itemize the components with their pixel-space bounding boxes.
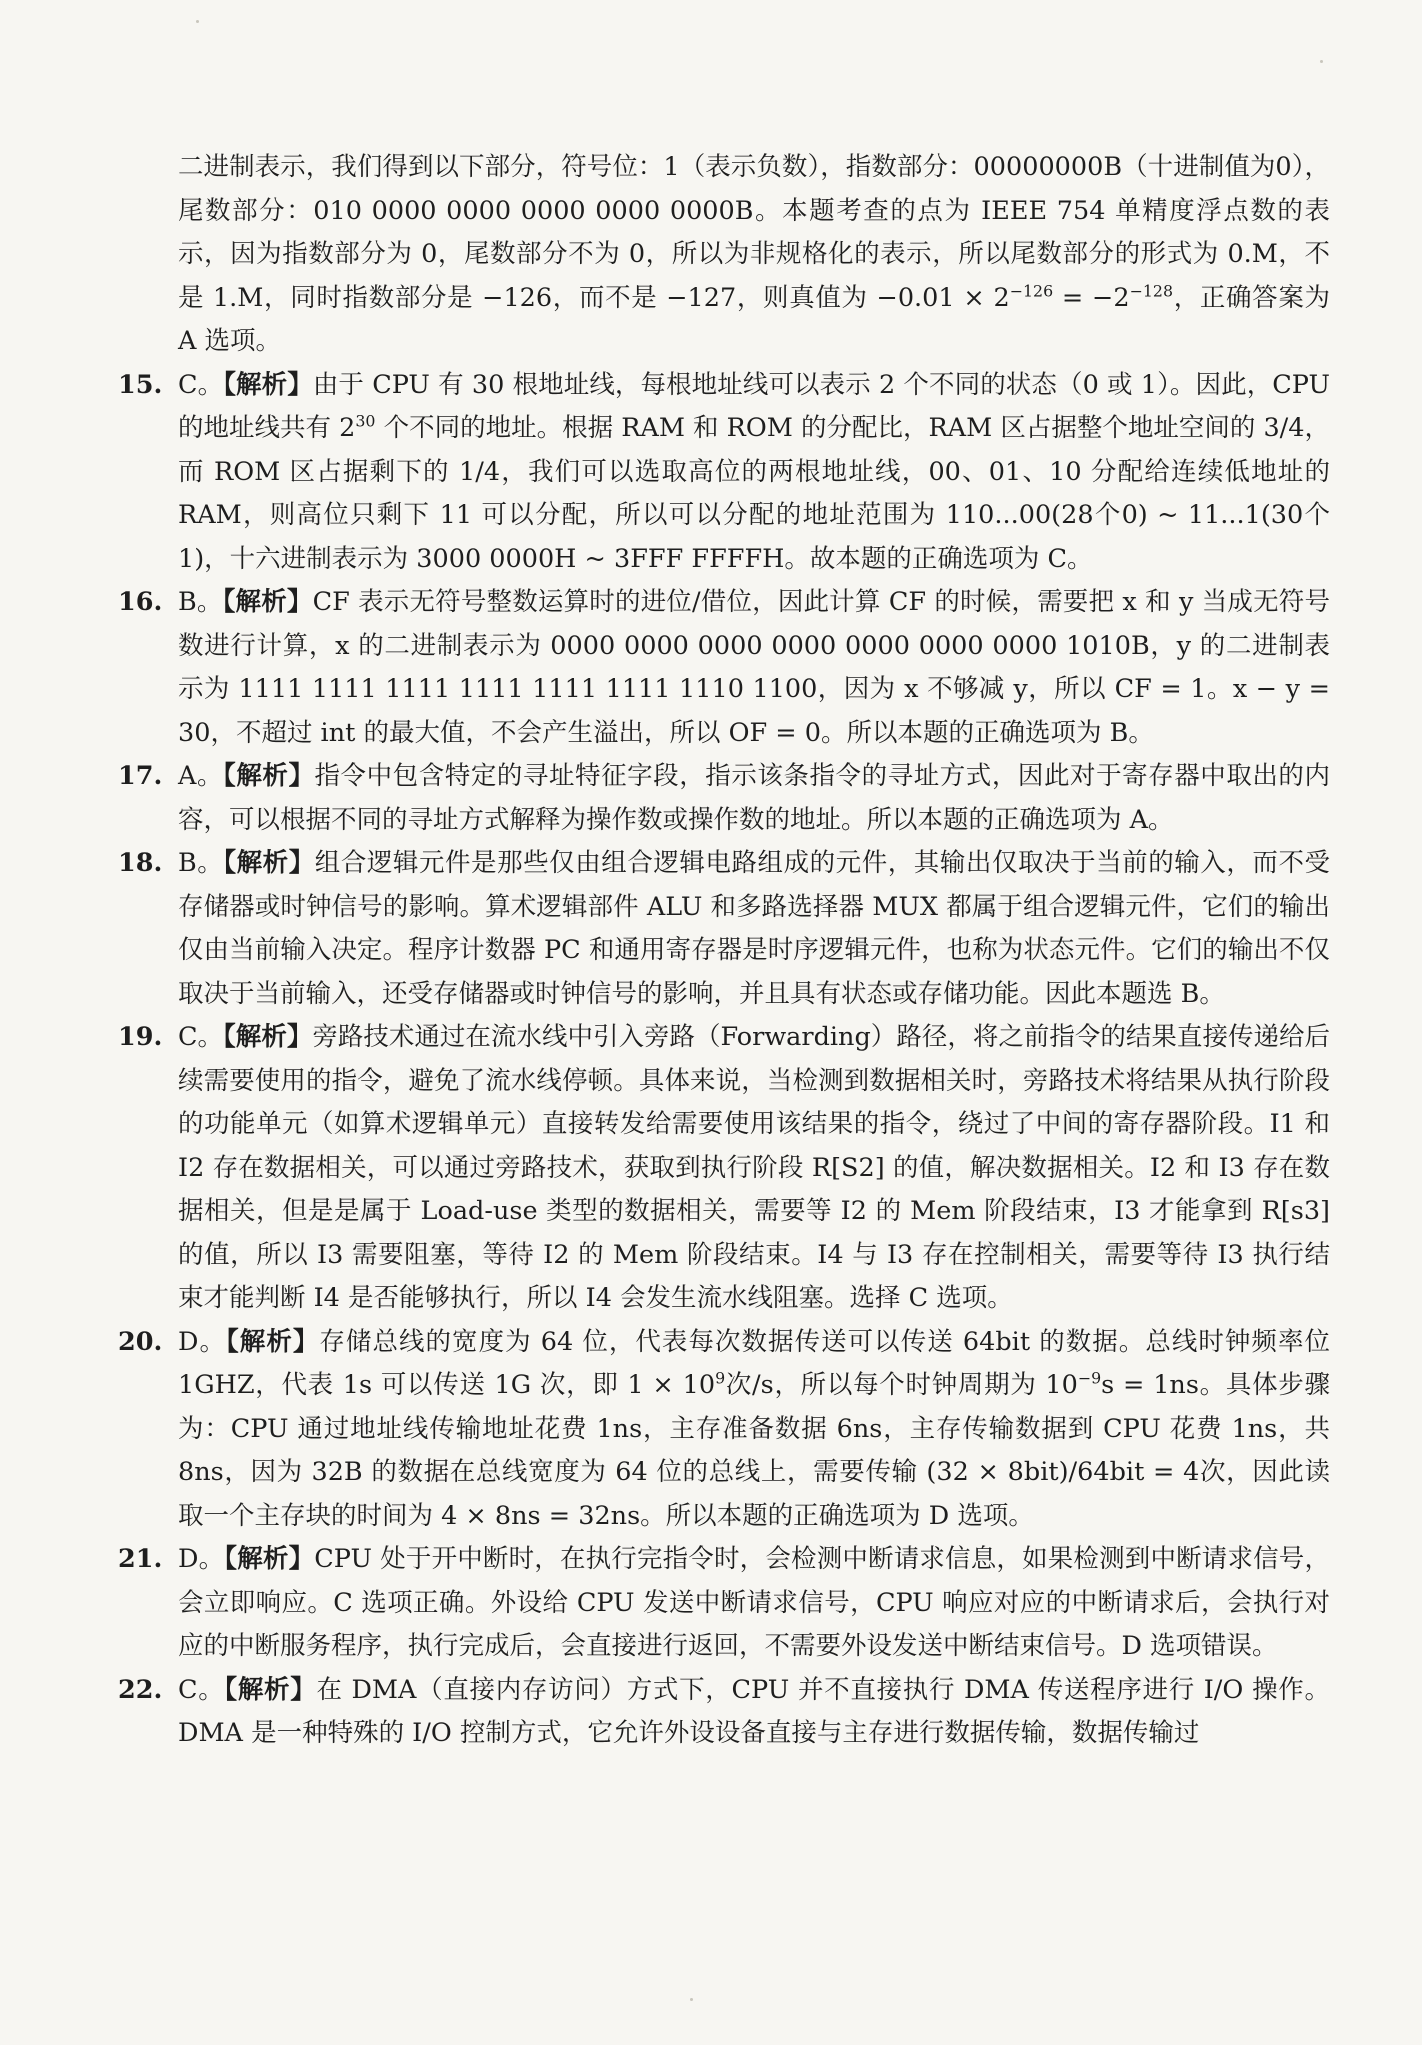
answer-letter: C。 — [178, 369, 224, 400]
answer-letter: A。 — [178, 761, 224, 791]
explanation-text: 组合逻辑元件是那些仅由组合逻辑电路组成的元件，其输出仅取决于当前的输入，而不受存储器或时钟信号的影响。算术逻辑部件 ALU 和多路选择器 MUX 都属于组合逻辑元件，它们的输出仅由当前输入决定。程序计数器 PC 和通用寄存器是时序逻辑元件，也称为状态元件。它们的输出不仅取决于当前输入，还受存储器或时钟信号的影响，并且具有状态或存储功能。因此本题选 B。 — [178, 848, 1330, 1009]
scan-speck — [196, 20, 199, 23]
answer-letter: C。 — [178, 1674, 225, 1705]
question-item-21 — [118, 1538, 1330, 1669]
explanation-text: 存储总线的宽度为 64 位，代表每次数据传送可以传送 64bit 的数据。总线时钟频率位 1GHZ，代表 1s 可以传送 1G 次，即 1 × 10 — [178, 1326, 1330, 1400]
answer-explanations — [118, 146, 1330, 1756]
explanation-text: CPU 处于开中断时，在执行完指令时，会检测中断请求信息，如果检测到中断请求信号，会立即响应。C 选项正确。外设给 CPU 发送中断请求信号，CPU 响应对应的中断请求后，会执行对应的中断服务程序，执行完成后，会直接进行返回，不需要外设发送中断结束信号。D 选项错误。 — [178, 1544, 1330, 1661]
question-number: 17. — [118, 761, 163, 791]
analysis-tag: 【解析】 — [222, 587, 313, 617]
analysis-tag: 【解析】 — [223, 761, 315, 791]
analysis-tag: 【解析】 — [223, 1022, 313, 1052]
explanation-text: 指令中包含特定的寻址特征字段，指示该条指令的寻址方式，因此对于寄存器中取出的内容，可以根据不同的寻址方式解释为操作数或操作数的地址。所以本题的正确选项为 A。 — [178, 761, 1330, 835]
continued-paragraph — [178, 146, 1330, 364]
intro-sup-b: −128 — [1129, 281, 1174, 300]
explanation-text: CF 表示无符号整数运算时的进位/借位，因此计算 CF 的时候，需要把 x 和 y 当成无符号数进行计算，x 的二进制表示为 0000 0000 0000 0000 0000 0000 0000 1010B，y 的二进制表示为 1111 1111 1111 1111 1111 1111 1110 1100，因为 x 不够减 y，所以 CF = 1。x − y = 30，不超过 int 的最大值，不会产生溢出，所以 OF = 0。所以本题的正确选项为 B。 — [178, 587, 1330, 748]
scan-speck — [690, 1998, 693, 2001]
intro-text-a: 二进制表示，我们得到以下部分，符号位：1（表示负数），指数部分：00000000B（十进制值为0），尾数部分：010 0000 0000 0000 0000 0000B。本题考查的点为 IEEE 754 单精度浮点数的表示，因为指数部分为 0，尾数部分不为 0，所以为非规格化的表示，所以尾数部分的形式为 0.M，不是 1.M，同时指数部分是 −126，而不是 −127，则真值为 −0.01 × 2 — [178, 152, 1330, 313]
question-number: 15. — [118, 369, 163, 400]
question-number: 19. — [118, 1022, 163, 1052]
intro-text-c: ，正确答案为 A 选项。 — [178, 282, 1330, 356]
intro-sup-a: −126 — [1009, 281, 1054, 300]
explanation-text-cont: 个不同的地址。根据 RAM 和 ROM 的分配比，RAM 区占据整个地址空间的 3/4，而 ROM 区占据剩下的 1/4，我们可以选取高位的两根地址线，00、01、10 分配给连续低地址的 RAM，则高位只剩下 11 可以分配，所以可以分配的地址范围为 110...00(28个0) ~ 11...1(30个1)，十六进制表示为 3000 0000H ~ 3FFF FFFFH。故本题的正确选项为 C。 — [178, 413, 1330, 574]
analysis-tag: 【解析】 — [223, 848, 315, 878]
question-number: 20. — [118, 1326, 163, 1357]
analysis-tag: 【解析】 — [223, 369, 313, 400]
analysis-tag: 【解析】 — [224, 1544, 315, 1574]
superscript: 30 — [355, 411, 376, 431]
question-item-19 — [118, 1016, 1330, 1321]
answer-letter: C。 — [178, 1022, 224, 1052]
explanation-text: 由于 CPU 有 30 根地址线，每根地址线可以表示 2 个不同的状态（0 或 1）。因此，CPU 的地址线共有 2 — [178, 369, 1331, 443]
answer-letter: D。 — [178, 1326, 227, 1357]
superscript-2: −9 — [1077, 1368, 1102, 1388]
question-item-18 — [118, 842, 1330, 1016]
answer-letter: D。 — [178, 1544, 225, 1574]
question-item-22 — [118, 1669, 1330, 1756]
question-item-20 — [118, 1321, 1331, 1539]
question-item-16 — [118, 581, 1330, 755]
question-number: 18. — [118, 848, 163, 878]
explanation-text: 旁路技术通过在流水线中引入旁路（Forwarding）路径，将之前指令的结果直接传递给后续需要使用的指令，避免了流水线停顿。具体来说，当检测到数据相关时，旁路技术将结果从执行阶段的功能单元（如算术逻辑单元）直接转发给需要使用该结果的指令，绕过了中间的寄存器阶段。I1 和 I2 存在数据相关，可以通过旁路技术，获取到执行阶段 R[S2] 的值，解决数据相关。I2 和 I3 存在数据相关，但是是属于 Load-use 类型的数据相关，需要等 I2 的 Mem 阶段结束，I3 才能拿到 R[s3] 的值，所以 I3 需要阻塞，等待 I2 的 Mem 阶段结束。I4 与 I3 存在控制相关，需要等待 I3 执行结束才能判断 I4 是否能够执行，所以 I4 会发生流水线阻塞。选择 C 选项。 — [178, 1022, 1330, 1313]
explanation-text-cont-2: s = 1ns。具体步骤为：CPU 通过地址线传输地址花费 1ns，主存准备数据 6ns，主存传输数据到 CPU 花费 1ns，共 8ns，因为 32B 的数据在总线宽度为 64 位的总线上，需要传输 (32 × 8bit)/64bit = 4次，因此读取一个主存块的时间为 4 × 8ns = 32ns。所以本题的正确选项为 D 选项。 — [178, 1370, 1331, 1531]
question-number: 21. — [118, 1544, 163, 1574]
analysis-tag: 【解析】 — [226, 1326, 320, 1357]
answer-letter: B。 — [178, 587, 223, 617]
question-number: 22. — [118, 1674, 163, 1705]
answer-letter: B。 — [178, 848, 224, 878]
explanation-text-cont: 次/s，所以每个时钟周期为 10 — [725, 1370, 1078, 1400]
question-item-15 — [118, 364, 1331, 582]
superscript: 9 — [715, 1368, 726, 1388]
intro-text-b: = −2 — [1053, 282, 1130, 313]
explanation-text: 在 DMA（直接内存访问）方式下，CPU 并不直接执行 DMA 传送程序进行 I/O 操作。DMA 是一种特殊的 I/O 控制方式，它允许外设设备直接与主存进行数据传输，数据传输过 — [178, 1674, 1330, 1748]
analysis-tag: 【解析】 — [224, 1674, 317, 1705]
question-number: 16. — [118, 587, 163, 617]
scan-speck — [1320, 60, 1323, 63]
question-item-17 — [118, 755, 1330, 842]
